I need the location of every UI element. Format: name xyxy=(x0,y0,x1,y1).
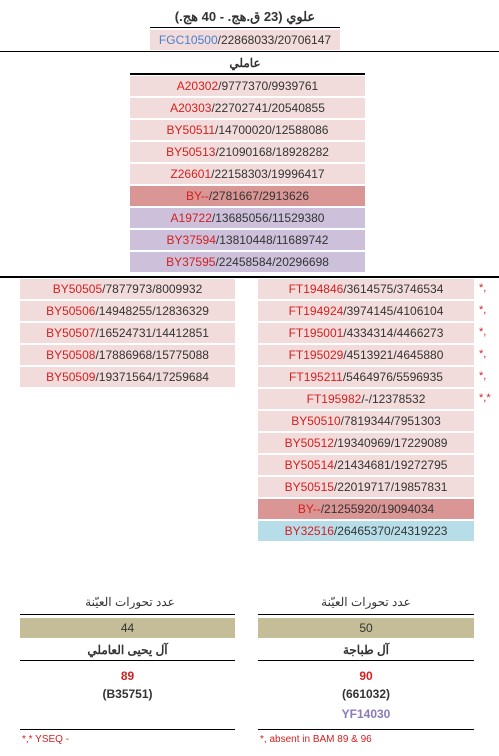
right-count-underline xyxy=(258,614,474,615)
right-snp-row xyxy=(258,477,474,497)
footnote-marker: *, xyxy=(479,304,487,316)
snp-positions: /3614575/3746534 xyxy=(343,282,444,296)
title-underline xyxy=(150,27,340,28)
left-family-name: آل يحيى العاملي xyxy=(87,643,168,657)
snp-positions: /4334314/4466273 xyxy=(343,326,444,340)
snp-name: BY50512 xyxy=(284,436,334,450)
right-snp-row xyxy=(258,389,474,409)
snp-positions: /22458584/20296698 xyxy=(215,255,329,269)
snp-name: FT195982 xyxy=(306,392,362,406)
snp-name: BY50511 xyxy=(166,123,216,137)
right-snp-row xyxy=(258,345,474,365)
root-snp-name: FGC10500 xyxy=(158,33,218,47)
right-snp-row xyxy=(258,279,474,299)
snp-name: FT194846 xyxy=(288,282,344,296)
right-snp-row xyxy=(258,323,474,343)
snp-positions: /26465370/24319223 xyxy=(333,524,448,538)
main-snp-row xyxy=(130,142,365,162)
snp-positions: /13685056/11529380 xyxy=(211,211,325,225)
main-snp-row xyxy=(130,98,365,118)
snp-name: BY32516 xyxy=(284,524,334,538)
right-footnote-rule xyxy=(258,729,474,730)
left-snp-row xyxy=(20,301,235,321)
root-snp-row xyxy=(150,30,340,50)
snp-name: BY50505 xyxy=(52,282,103,296)
snp-name: A20303 xyxy=(170,101,212,115)
right-footnote: *, absent in BAM 89 & 96 xyxy=(260,734,372,745)
snp-name: A20302 xyxy=(176,79,219,93)
snp-positions: /4513921/4645880 xyxy=(343,348,444,362)
footnote-marker: *,* xyxy=(479,392,491,404)
main-bottom-divider xyxy=(0,276,499,278)
snp-name: BY50510 xyxy=(291,414,341,428)
snp-positions: /-/12378532 xyxy=(361,392,426,406)
snp-name: FT195001 xyxy=(288,326,344,340)
right-snp-row xyxy=(258,521,474,541)
snp-name: FT194924 xyxy=(288,304,344,318)
snp-positions: /21434681/19272795 xyxy=(333,458,448,472)
snp-positions: /19340969/17229089 xyxy=(333,436,448,450)
right-snp-row xyxy=(258,499,474,519)
page-title: علوي (23 ق.هج. - 40 هج.) xyxy=(174,9,316,24)
snp-name: BY50514 xyxy=(284,458,334,472)
right-snp-row xyxy=(258,367,474,387)
left-snp-row xyxy=(20,323,235,343)
main-snp-row xyxy=(130,186,365,206)
right-count-label: عدد تحورات العيّنة xyxy=(321,595,411,609)
snp-positions: /3974145/4106104 xyxy=(343,304,444,318)
left-count-label: عدد تحورات العيّنة xyxy=(85,595,175,609)
left-snp-row xyxy=(20,367,235,387)
root-snp-positions: /22868033/20706147 xyxy=(217,33,332,47)
left-count-value: 44 xyxy=(20,618,235,638)
snp-positions: /14700020/12588086 xyxy=(215,123,329,137)
snp-name: Z26601 xyxy=(170,167,212,181)
snp-positions: /7819344/7951303 xyxy=(340,414,441,428)
right-haplogroup: YF14030 xyxy=(341,707,391,721)
root-divider xyxy=(0,51,499,52)
snp-name: BY50515 xyxy=(284,480,334,494)
main-snp-row xyxy=(130,164,365,184)
main-snp-row xyxy=(130,76,365,96)
main-snp-row xyxy=(130,252,365,272)
right-snp-row xyxy=(258,433,474,453)
snp-name: A19722 xyxy=(170,211,212,225)
snp-positions: /16524731/14412851 xyxy=(95,326,209,340)
right-sample-number: 90 xyxy=(359,669,373,683)
snp-name: BY50507 xyxy=(46,326,96,340)
snp-positions: /9777370/9939761 xyxy=(218,79,319,93)
right-snp-row xyxy=(258,455,474,475)
footnote-marker: *, xyxy=(479,326,487,338)
snp-name: BY37595 xyxy=(166,255,216,269)
left-snp-row xyxy=(20,345,235,365)
right-family-name: آل طباجة xyxy=(342,643,390,657)
left-footnote-rule xyxy=(20,729,235,730)
snp-positions: /19371564/17259684 xyxy=(95,370,209,384)
left-sample-number: 89 xyxy=(120,669,135,683)
snp-name: BY50509 xyxy=(46,370,96,384)
snp-positions: /13810448/11689742 xyxy=(215,233,329,247)
snp-positions: /21090168/18928282 xyxy=(215,145,329,159)
left-footnote: *,* YSEQ - xyxy=(22,734,70,745)
right-family-underline xyxy=(258,660,474,661)
snp-positions: /7877973/8009932 xyxy=(102,282,203,296)
snp-positions: /2781667/2913626 xyxy=(208,189,309,203)
right-kit-id: (661032) xyxy=(341,687,391,701)
right-count-value: 50 xyxy=(258,618,474,638)
branch-label: عاملي xyxy=(229,56,261,70)
snp-positions: /21255920/19094034 xyxy=(320,502,435,516)
snp-positions: /14948255/12836329 xyxy=(95,304,209,318)
main-snp-row xyxy=(130,208,365,228)
snp-name: BY37594 xyxy=(166,233,216,247)
main-snp-row xyxy=(130,230,365,250)
right-snp-row xyxy=(258,301,474,321)
right-snp-row xyxy=(258,411,474,431)
left-family-underline xyxy=(20,660,235,661)
snp-positions: /17886968/15775088 xyxy=(95,348,209,362)
snp-name: BY50508 xyxy=(46,348,96,362)
snp-positions: /22019717/19857831 xyxy=(333,480,448,494)
snp-positions: /22702741/20540855 xyxy=(211,101,325,115)
branch-divider xyxy=(130,73,365,75)
footnote-marker: *, xyxy=(479,282,487,294)
snp-name: FT195211 xyxy=(289,370,343,384)
snp-name: BY-- xyxy=(185,189,209,203)
snp-name: BY50506 xyxy=(46,304,96,318)
footnote-marker: *, xyxy=(479,370,487,382)
snp-name: BY-- xyxy=(297,502,321,516)
snp-name: FT195029 xyxy=(288,348,344,362)
left-snp-row xyxy=(20,279,235,299)
snp-name: BY50513 xyxy=(166,145,216,159)
snp-positions: /22158303/19996417 xyxy=(211,167,325,181)
left-count-underline xyxy=(20,614,235,615)
left-kit-id: (B35751) xyxy=(102,687,153,701)
snp-positions: /5464976/5596935 xyxy=(342,370,443,384)
main-snp-row xyxy=(130,120,365,140)
footnote-marker: *, xyxy=(479,348,487,360)
